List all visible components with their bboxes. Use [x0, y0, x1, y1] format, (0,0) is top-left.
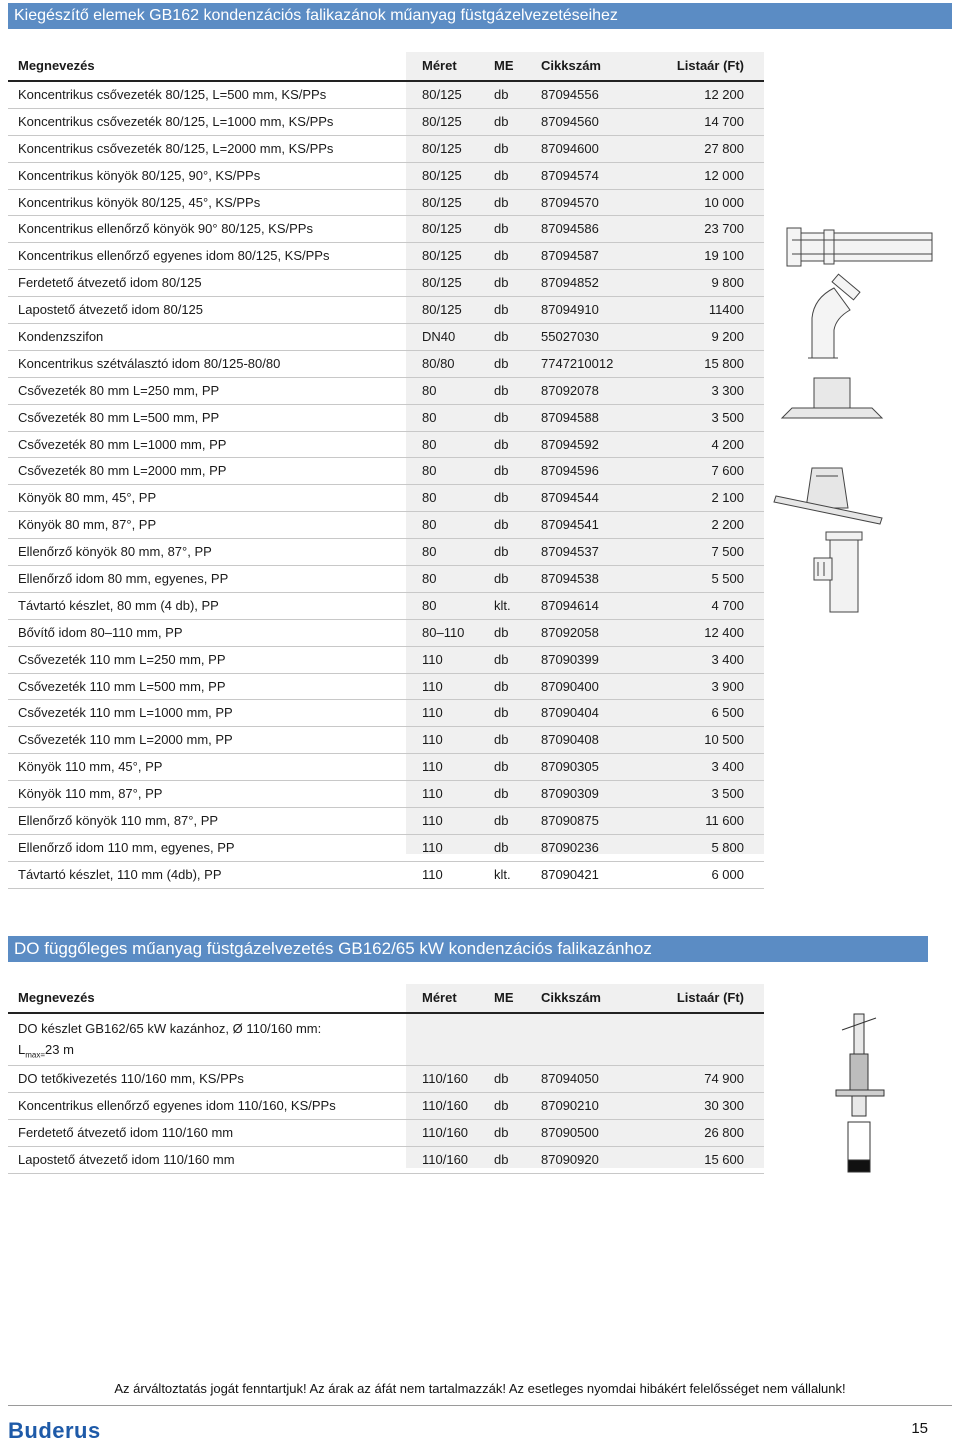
cell-name: Távtartó készlet, 80 mm (4 db), PP — [18, 597, 219, 613]
cell-price: 3 300 — [711, 382, 744, 398]
cell-size: 80/125 — [422, 248, 462, 264]
cell-name: Koncentrikus ellenőrző egyenes idom 110/160, KS/PPs — [18, 1097, 336, 1113]
table-row — [8, 781, 764, 808]
cell-price: 3 500 — [711, 409, 744, 425]
cell-size: 80–110 — [422, 624, 465, 640]
cell-price: 3 400 — [711, 651, 744, 667]
cell-code: 87090421 — [541, 866, 599, 882]
header-me: ME — [494, 58, 514, 73]
pipe-icon — [787, 228, 932, 266]
cell-name: Csővezeték 80 mm L=500 mm, PP — [18, 409, 220, 425]
cell-code: 87094560 — [541, 113, 599, 129]
cell-size: 80 — [422, 490, 437, 506]
cell-size: 80/125 — [422, 302, 462, 318]
table-row — [8, 1093, 764, 1120]
cell-code: 87094570 — [541, 194, 599, 210]
cell-name: Csővezeték 110 mm L=2000 mm, PP — [18, 732, 233, 748]
kit-description — [18, 1018, 321, 1066]
flat-roof-flashing-icon — [782, 378, 882, 418]
header-size: Méret — [422, 990, 457, 1005]
cell-size: 80 — [422, 597, 437, 613]
cell-name: Ellenőrző idom 110 mm, egyenes, PP — [18, 839, 235, 855]
cell-code: 87094614 — [541, 597, 599, 613]
cell-name: Ferdetető átvezető idom 80/125 — [18, 275, 202, 291]
cell-size: 110 — [422, 759, 443, 775]
cell-code: 87094537 — [541, 544, 599, 560]
cell-name: DO tetőkivezetés 110/160 mm, KS/PPs — [18, 1071, 244, 1086]
kit-line-2-val: 23 m — [45, 1042, 74, 1057]
cell-name: Koncentrikus csővezeték 80/125, L=500 mm, KS/PPs — [18, 87, 327, 102]
cell-code: 7747210012 — [541, 355, 614, 371]
cell-me: db — [494, 382, 509, 398]
cell-name: Könyök 80 mm, 87°, PP — [18, 517, 157, 533]
table-row — [8, 485, 764, 512]
cell-price: 15 800 — [704, 355, 744, 371]
cell-me: db — [494, 355, 509, 371]
table-row — [8, 136, 764, 163]
cell-price: 5 500 — [711, 571, 744, 587]
cell-me: db — [494, 705, 509, 721]
cell-code: 87094592 — [541, 436, 599, 452]
cell-me: db — [494, 490, 509, 506]
cell-me: db — [494, 732, 509, 748]
kit-row — [8, 1014, 764, 1066]
cell-code: 87090236 — [541, 839, 599, 855]
cell-price: 11 600 — [705, 813, 744, 829]
table-row — [8, 808, 764, 835]
cell-price: 7 600 — [711, 463, 744, 479]
page-number: 15 — [911, 1420, 928, 1437]
cell-price: 30 300 — [704, 1097, 744, 1113]
cell-code: 87092058 — [541, 624, 599, 640]
cell-size: 110/160 — [422, 1151, 469, 1167]
accessories-table — [8, 52, 764, 889]
cell-price: 10 000 — [704, 194, 744, 210]
cell-size: 80/125 — [422, 140, 462, 156]
cell-size: 110 — [422, 866, 443, 882]
cell-price: 12 200 — [704, 87, 744, 102]
cell-name: Csővezeték 110 mm L=500 mm, PP — [18, 678, 226, 694]
cell-size: 80/125 — [422, 113, 462, 129]
cell-price: 26 800 — [704, 1124, 744, 1140]
table-row — [8, 620, 764, 647]
cell-code: 87090920 — [541, 1151, 599, 1167]
cell-code: 87094910 — [541, 302, 599, 318]
cell-name: Ellenőrző idom 80 mm, egyenes, PP — [18, 571, 229, 587]
cell-name: Csővezeték 80 mm L=250 mm, PP — [18, 382, 220, 398]
table-row — [8, 539, 764, 566]
cell-price: 3 500 — [711, 786, 744, 802]
cell-name: Koncentrikus csővezeték 80/125, L=1000 mm, KS/PPs — [18, 113, 334, 129]
cell-me: db — [494, 517, 509, 533]
cell-size: 110 — [422, 839, 443, 855]
cell-name: Távtartó készlet, 110 mm (4db), PP — [18, 866, 222, 882]
table-row — [8, 190, 764, 217]
cell-me: db — [494, 813, 509, 829]
vertical-terminal-illustration — [832, 1010, 892, 1180]
cell-me: db — [494, 194, 509, 210]
cell-price: 6 500 — [711, 705, 744, 721]
cell-size: 110/160 — [422, 1071, 469, 1086]
cell-code: 87094600 — [541, 140, 599, 156]
cell-me: db — [494, 302, 509, 318]
cell-size: 80 — [422, 382, 437, 398]
cell-code: 87094544 — [541, 490, 599, 506]
cell-price: 27 800 — [704, 140, 744, 156]
table-row — [8, 593, 764, 620]
table-row — [8, 512, 764, 539]
cell-size: 80 — [422, 571, 437, 587]
cell-name: Csővezeték 80 mm L=1000 mm, PP — [18, 436, 227, 452]
cell-name: Koncentrikus ellenőrző könyök 90° 80/125, KS/PPs — [18, 221, 313, 237]
cell-size: 80 — [422, 409, 437, 425]
table-row — [8, 270, 764, 297]
kit-line-2-l: L — [18, 1042, 26, 1057]
cell-me: db — [494, 1151, 509, 1167]
cell-name: Koncentrikus szétválasztó idom 80/125-80/80 — [18, 355, 281, 371]
cell-price: 9 800 — [711, 275, 744, 291]
cell-me: db — [494, 409, 509, 425]
table-row — [8, 1120, 764, 1147]
buderus-logo: Buderus — [8, 1418, 101, 1443]
table-row — [8, 432, 764, 459]
cell-me: db — [494, 571, 509, 587]
cell-price: 10 500 — [704, 732, 744, 748]
cell-code: 87094596 — [541, 463, 599, 479]
cell-code: 87090400 — [541, 678, 599, 694]
cell-code: 87090404 — [541, 705, 599, 721]
table-row — [8, 727, 764, 754]
cell-code: 87090309 — [541, 786, 599, 802]
cell-price: 9 200 — [711, 329, 744, 345]
cell-me: db — [494, 1124, 509, 1140]
table-row — [8, 754, 764, 781]
cell-me: db — [494, 436, 509, 452]
cell-name: Ellenőrző könyök 80 mm, 87°, PP — [18, 544, 212, 560]
cell-price: 12 400 — [704, 624, 744, 640]
header-name: Megnevezés — [18, 990, 95, 1005]
cell-size: 80/125 — [422, 194, 462, 210]
cell-name: Csővezeték 80 mm L=2000 mm, PP — [18, 463, 227, 479]
header-price: Listaár (Ft) — [676, 58, 744, 73]
table-row — [8, 216, 764, 243]
cell-code: 87090399 — [541, 651, 599, 667]
kit-line-2-sub: max= — [25, 1050, 46, 1060]
cell-size: 80/125 — [422, 87, 462, 102]
cell-me: db — [494, 786, 509, 802]
cell-price: 15 600 — [704, 1151, 744, 1167]
cell-code: 87094556 — [541, 87, 599, 102]
table-row — [8, 82, 764, 109]
vertical-flue-table — [8, 984, 764, 1174]
cell-price: 2 100 — [711, 490, 744, 506]
cell-code: 87094574 — [541, 167, 599, 183]
cell-me: db — [494, 87, 509, 102]
footer-divider — [8, 1405, 952, 1406]
cell-price: 4 200 — [711, 436, 744, 452]
cell-size: 110 — [422, 732, 443, 748]
table-row — [8, 297, 764, 324]
cell-code: 87090408 — [541, 732, 599, 748]
section-title-vertical-flue: DO függőleges műanyag füstgázelvezetés GB162/65 kW kondenzációs falikazánhoz — [8, 936, 928, 962]
table-row — [8, 405, 764, 432]
cell-name: Ferdetető átvezető idom 110/160 mm — [18, 1124, 234, 1140]
cell-price: 19 100 — [704, 248, 744, 264]
cell-size: 80/125 — [422, 275, 462, 291]
cell-me: db — [494, 221, 509, 237]
cell-name: Könyök 110 mm, 87°, PP — [18, 786, 163, 802]
cell-me: klt. — [494, 597, 511, 613]
table-header-2 — [8, 984, 764, 1014]
cell-name: Koncentrikus csővezeték 80/125, L=2000 mm, KS/PPs — [18, 140, 334, 156]
cell-size: 80 — [422, 544, 437, 560]
cell-name: Csővezeték 110 mm L=250 mm, PP — [18, 651, 226, 667]
cell-me: db — [494, 1071, 509, 1086]
table-row — [8, 1066, 764, 1093]
table-row — [8, 324, 764, 351]
cell-me: db — [494, 248, 509, 264]
cell-size: DN40 — [422, 329, 456, 345]
cell-me: klt. — [494, 866, 511, 882]
cell-name: Lapostető átvezető idom 110/160 mm — [18, 1151, 235, 1167]
table-row — [8, 378, 764, 405]
cell-size: 110 — [422, 705, 443, 721]
cell-me: db — [494, 463, 509, 479]
cell-code: 87090500 — [541, 1124, 599, 1140]
cell-code: 87090210 — [541, 1097, 599, 1113]
section-title-accessories: Kiegészítő elemek GB162 kondenzációs falikazánok műanyag füstgázelvezetéseihez — [8, 3, 952, 29]
table-row — [8, 700, 764, 727]
cell-size: 110 — [422, 786, 443, 802]
cell-size: 110 — [422, 651, 443, 667]
cell-code: 55027030 — [541, 329, 599, 345]
cell-code: 87092078 — [541, 382, 599, 398]
cell-price: 74 900 — [704, 1071, 744, 1086]
cell-size: 110/160 — [422, 1124, 469, 1140]
cell-price: 14 700 — [704, 113, 744, 129]
cell-code: 87094587 — [541, 248, 599, 264]
cell-price: 12 000 — [704, 167, 744, 183]
table-row — [8, 351, 764, 378]
table-row — [8, 647, 764, 674]
cell-size: 110/160 — [422, 1097, 469, 1113]
cell-me: db — [494, 1097, 509, 1113]
cell-me: db — [494, 113, 509, 129]
disclaimer-note: Az árváltoztatás jogát fenntartjuk! Az árak az áfát nem tartalmazzák! Az esetleges nyomdai hibákért felelősséget nem vállalunk! — [114, 1381, 846, 1396]
cell-price: 23 700 — [704, 221, 744, 237]
cell-name: Koncentrikus könyök 80/125, 90°, KS/PPs — [18, 167, 261, 183]
cell-code: 87094588 — [541, 409, 599, 425]
cell-price: 5 800 — [711, 839, 744, 855]
cell-price: 4 700 — [711, 597, 744, 613]
table-row — [8, 566, 764, 593]
cell-size: 80/125 — [422, 221, 462, 237]
cell-me: db — [494, 839, 509, 855]
cell-size: 80 — [422, 436, 437, 452]
cell-me: db — [494, 275, 509, 291]
header-code: Cikkszám — [541, 58, 601, 73]
table-row — [8, 109, 764, 136]
table-row — [8, 458, 764, 485]
table-row — [8, 862, 764, 889]
table-row — [8, 1147, 764, 1174]
cell-price: 2 200 — [711, 517, 744, 533]
header-me: ME — [494, 990, 514, 1005]
cell-size: 80/80 — [422, 355, 455, 371]
cell-code: 87090875 — [541, 813, 599, 829]
cell-name: Ellenőrző könyök 110 mm, 87°, PP — [18, 813, 219, 829]
cell-me: db — [494, 329, 509, 345]
cell-code: 87094586 — [541, 221, 599, 237]
cell-me: db — [494, 759, 509, 775]
cell-me: db — [494, 140, 509, 156]
cell-size: 80/125 — [422, 167, 462, 183]
cell-name: Csővezeték 110 mm L=1000 mm, PP — [18, 705, 233, 721]
header-code: Cikkszám — [541, 990, 601, 1005]
cell-price: 7 500 — [711, 544, 744, 560]
cell-me: db — [494, 624, 509, 640]
product-illustrations — [772, 218, 952, 618]
cell-code: 87094541 — [541, 517, 599, 533]
cell-name: Bővítő idom 80–110 mm, PP — [18, 624, 183, 640]
cell-me: db — [494, 167, 509, 183]
table-header — [8, 52, 764, 82]
cell-size: 110 — [422, 678, 443, 694]
header-size: Méret — [422, 58, 457, 73]
cell-code: 87090305 — [541, 759, 599, 775]
cell-name: Kondenzszifon — [18, 329, 104, 345]
cell-me: db — [494, 678, 509, 694]
cell-name: Koncentrikus könyök 80/125, 45°, KS/PPs — [18, 194, 261, 210]
cell-code: 87094538 — [541, 571, 599, 587]
inspection-fitting-icon — [814, 532, 862, 612]
cell-code: 87094050 — [541, 1071, 599, 1086]
cell-price: 3 900 — [711, 678, 744, 694]
cell-code: 87094852 — [541, 275, 599, 291]
cell-me: db — [494, 651, 509, 667]
cell-name: Koncentrikus ellenőrző egyenes idom 80/125, KS/PPs — [18, 248, 330, 264]
cell-size: 80 — [422, 517, 437, 533]
cell-name: Lapostető átvezető idom 80/125 — [18, 302, 204, 318]
table-row — [8, 163, 764, 190]
elbow-icon — [808, 274, 860, 358]
cell-name: Könyök 110 mm, 45°, PP — [18, 759, 163, 775]
table-row — [8, 674, 764, 701]
cell-price: 11400 — [708, 302, 744, 318]
cell-price: 6 000 — [711, 866, 744, 882]
cell-size: 110 — [422, 813, 443, 829]
table-row — [8, 835, 764, 862]
cell-name: Könyök 80 mm, 45°, PP — [18, 490, 157, 506]
cell-size: 80 — [422, 463, 437, 479]
kit-line-1: DO készlet GB162/65 kW kazánhoz, Ø 110/160 mm: — [18, 1021, 322, 1036]
table-row — [8, 243, 764, 270]
cell-me: db — [494, 544, 509, 560]
cell-price: 3 400 — [711, 759, 744, 775]
sloped-roof-flashing-icon — [774, 468, 882, 524]
header-price: Listaár (Ft) — [676, 990, 744, 1005]
header-name: Megnevezés — [18, 58, 95, 73]
